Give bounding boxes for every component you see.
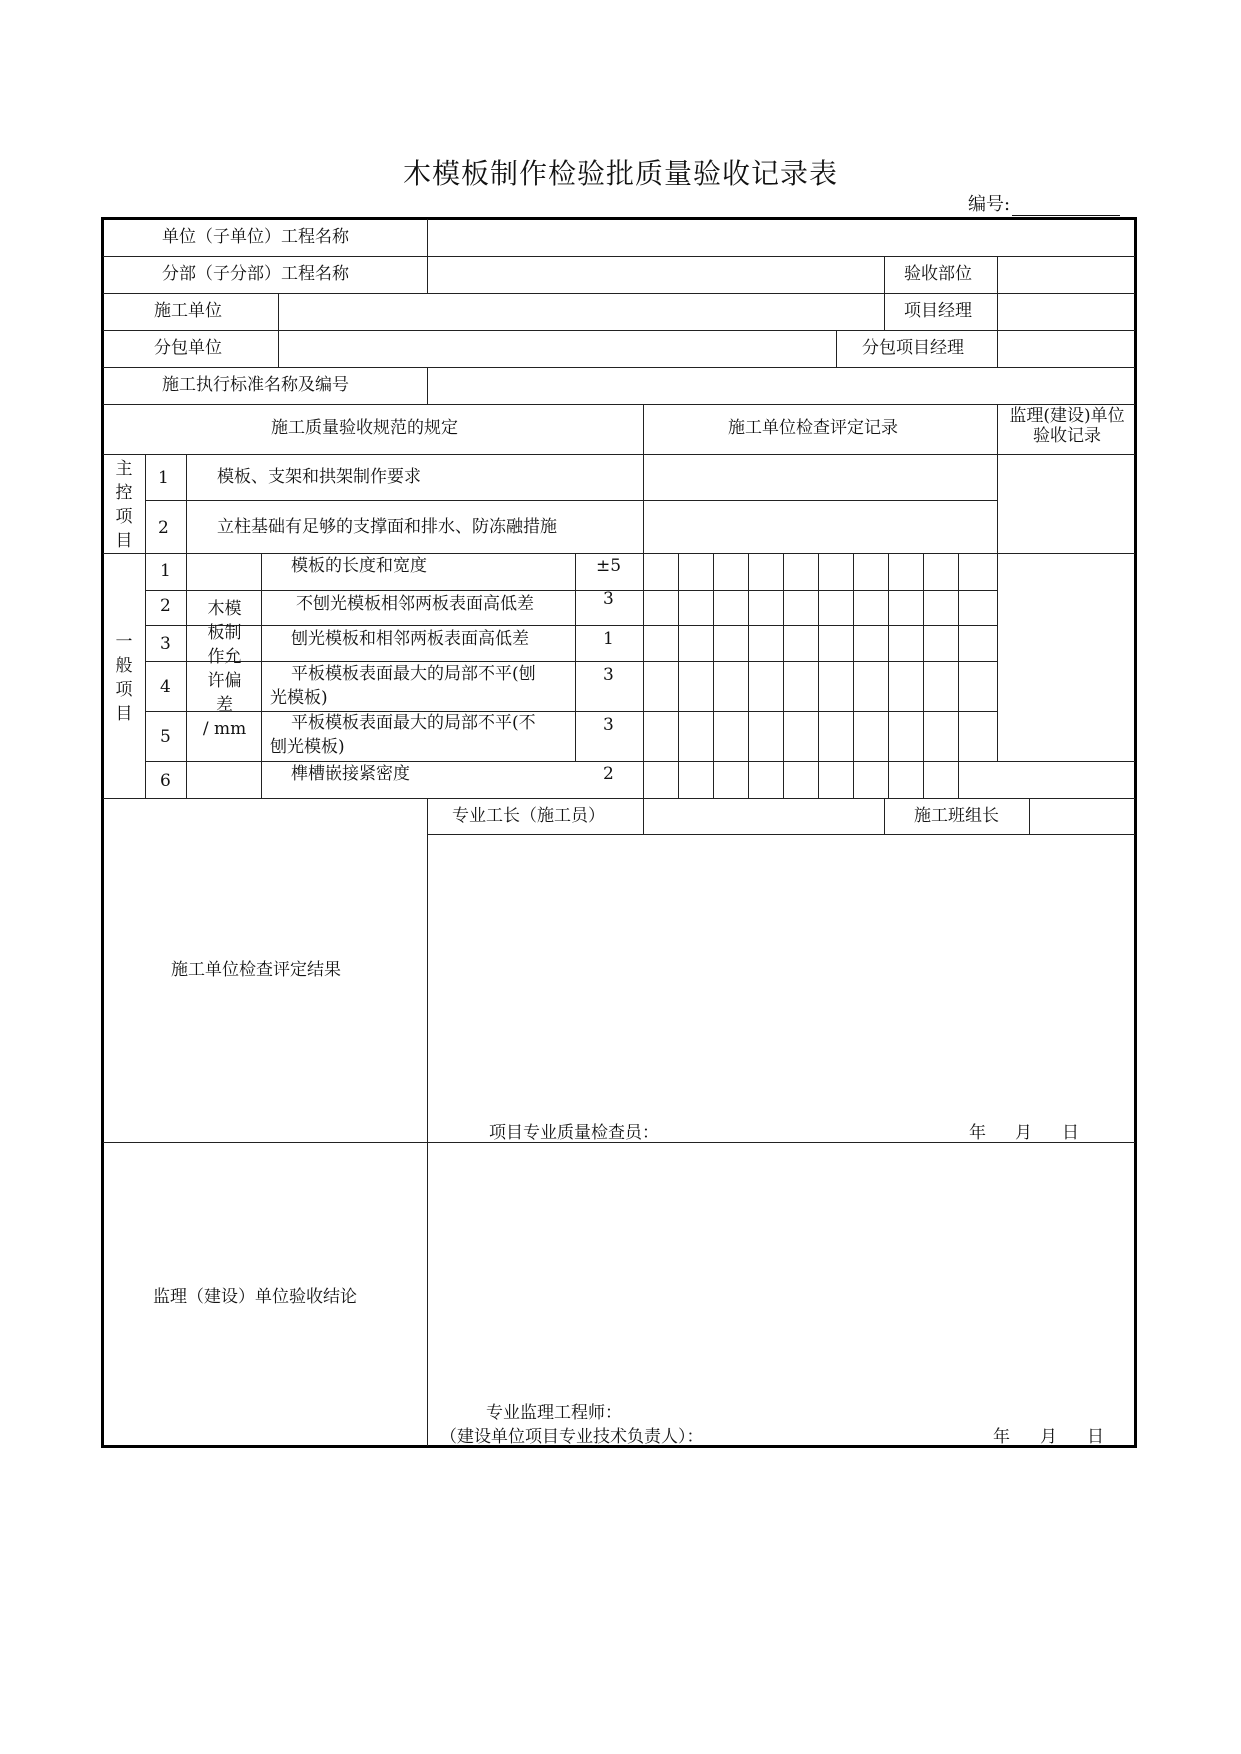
serial-label: 编号: xyxy=(968,194,1011,215)
general-item-1-tolerance: ±5 xyxy=(596,556,622,576)
col-divider xyxy=(836,330,837,367)
main-item-2-record[interactable] xyxy=(645,502,995,553)
col-divider xyxy=(884,798,885,834)
form-title: 木模板制作检验批质量验收记录表 xyxy=(402,157,838,190)
general-item-3-text: 刨光模板和相邻两板表面高低差 xyxy=(291,629,529,649)
general-supervision-record[interactable] xyxy=(999,555,1135,759)
project-manager-label: 项目经理 xyxy=(904,301,972,321)
col-divider xyxy=(575,553,576,761)
row-divider xyxy=(103,367,1135,368)
general-item-1-no: 1 xyxy=(160,561,171,581)
supervision-column-heading xyxy=(999,406,1135,446)
supervision-heading-line2: 验收记录 xyxy=(1033,426,1101,446)
construction-day: 日 xyxy=(1062,1123,1079,1143)
acceptance-part-field[interactable] xyxy=(999,258,1135,293)
supervision-day: 日 xyxy=(1087,1427,1104,1447)
general-item-4-text-line1: 平板模板表面最大的局部不平(刨 xyxy=(291,664,536,684)
inspector-label: 项目专业质量检查员： xyxy=(489,1123,659,1143)
team-leader-label: 施工班组长 xyxy=(914,806,999,826)
subcontract-manager-label: 分包项目经理 xyxy=(862,338,964,358)
col-divider xyxy=(427,256,428,293)
general-item-4-tolerance: 3 xyxy=(603,665,614,685)
supervision-heading-line1: 监理(建设)单位 xyxy=(1009,406,1125,426)
col-divider xyxy=(1029,798,1030,834)
general-item-3-tolerance: 1 xyxy=(603,629,614,649)
main-item-2-text: 立柱基础有足够的支撑面和排水、防冻融措施 xyxy=(217,517,557,537)
col-divider xyxy=(643,404,644,798)
general-item-2-no: 2 xyxy=(160,596,171,616)
col-divider xyxy=(884,256,885,330)
row-divider xyxy=(103,404,1135,405)
project-manager-field[interactable] xyxy=(999,295,1135,330)
general-item-5-no: 5 xyxy=(160,727,171,747)
main-item-1-no: 1 xyxy=(158,468,169,488)
col-divider xyxy=(427,219,428,256)
sub-project-label: 分部（子分部）工程名称 xyxy=(162,264,349,284)
measurement-grid[interactable] xyxy=(645,555,995,796)
row-divider xyxy=(103,553,1135,554)
row-divider xyxy=(103,256,1135,257)
general-item-6-text: 榫槽嵌接紧密度 xyxy=(291,764,410,784)
team-leader-field[interactable] xyxy=(1031,800,1135,834)
general-item-2-tolerance: 3 xyxy=(603,589,614,609)
spec-column-heading: 施工质量验收规范的规定 xyxy=(271,418,458,438)
supervision-result-field[interactable] xyxy=(429,1144,1135,1406)
col-divider xyxy=(261,553,262,798)
main-item-1-record[interactable] xyxy=(645,456,995,500)
general-item-5-tolerance: 3 xyxy=(603,715,614,735)
unit-project-label: 单位（子单位）工程名称 xyxy=(162,227,349,247)
general-item-6-tolerance: 2 xyxy=(603,764,614,784)
row-divider xyxy=(145,500,997,501)
general-item-4-no: 4 xyxy=(160,677,171,697)
subcontract-manager-field[interactable] xyxy=(999,332,1135,367)
record-column-heading: 施工单位检查评定记录 xyxy=(728,418,898,438)
supervision-result-label: 监理（建设）单位验收结论 xyxy=(153,1287,357,1307)
supervision-year: 年 xyxy=(993,1427,1010,1447)
row-divider xyxy=(103,293,1135,294)
general-item-1-text: 模板的长度和宽度 xyxy=(291,556,427,576)
general-item-6-no: 6 xyxy=(160,771,171,791)
row-divider xyxy=(103,798,1135,799)
owner-label: （建设单位项目专业技术负责人）： xyxy=(440,1427,704,1447)
general-item-2-text: 不刨光模板相邻两板表面高低差 xyxy=(296,594,534,614)
subcontract-unit-label: 分包单位 xyxy=(154,338,222,358)
main-control-group-label: 主 控 项 目 xyxy=(115,459,133,551)
construction-unit-label: 施工单位 xyxy=(154,301,222,321)
row-divider xyxy=(427,834,1135,835)
col-divider xyxy=(278,293,279,367)
construction-result-label: 施工单位检查评定结果 xyxy=(171,960,341,980)
general-item-5-text-line1: 平板模板表面最大的局部不平(不 xyxy=(291,713,536,733)
standard-label: 施工执行标准名称及编号 xyxy=(162,375,349,395)
general-item-5-text-line2: 刨光模板) xyxy=(270,737,345,757)
unit-project-field[interactable] xyxy=(429,219,1135,256)
construction-result-field[interactable] xyxy=(429,836,1135,1116)
main-item-2-no: 2 xyxy=(158,518,169,538)
col-divider xyxy=(427,798,428,1446)
tolerance-subgroup-label: 木模 板制 作允 许偏 差 / mm xyxy=(202,599,247,739)
acceptance-part-label: 验收部位 xyxy=(904,264,972,284)
foreman-label: 专业工长（施工员） xyxy=(452,806,605,826)
construction-year: 年 xyxy=(969,1123,986,1143)
col-divider xyxy=(145,454,146,798)
row-divider xyxy=(103,330,1135,331)
supervision-month: 月 xyxy=(1040,1427,1057,1447)
col-divider xyxy=(643,798,644,834)
subcontract-unit-field[interactable] xyxy=(280,332,834,367)
foreman-field[interactable] xyxy=(645,800,882,834)
sub-project-field[interactable] xyxy=(429,258,882,293)
col-divider xyxy=(427,367,428,404)
general-item-4-text-line2: 光模板) xyxy=(270,688,328,708)
general-group-label: 一 般 项 目 xyxy=(115,632,133,724)
construction-month: 月 xyxy=(1015,1123,1032,1143)
construction-unit-field[interactable] xyxy=(280,295,882,330)
main-control-supervision-record[interactable] xyxy=(999,456,1135,553)
row-divider xyxy=(103,454,1135,455)
engineer-label: 专业监理工程师： xyxy=(486,1403,622,1423)
col-divider xyxy=(997,404,998,761)
main-item-1-text: 模板、支架和拱架制作要求 xyxy=(217,467,421,487)
standard-field[interactable] xyxy=(429,369,1135,404)
general-item-3-no: 3 xyxy=(160,634,171,654)
col-divider xyxy=(186,454,187,798)
col-divider xyxy=(997,256,998,367)
